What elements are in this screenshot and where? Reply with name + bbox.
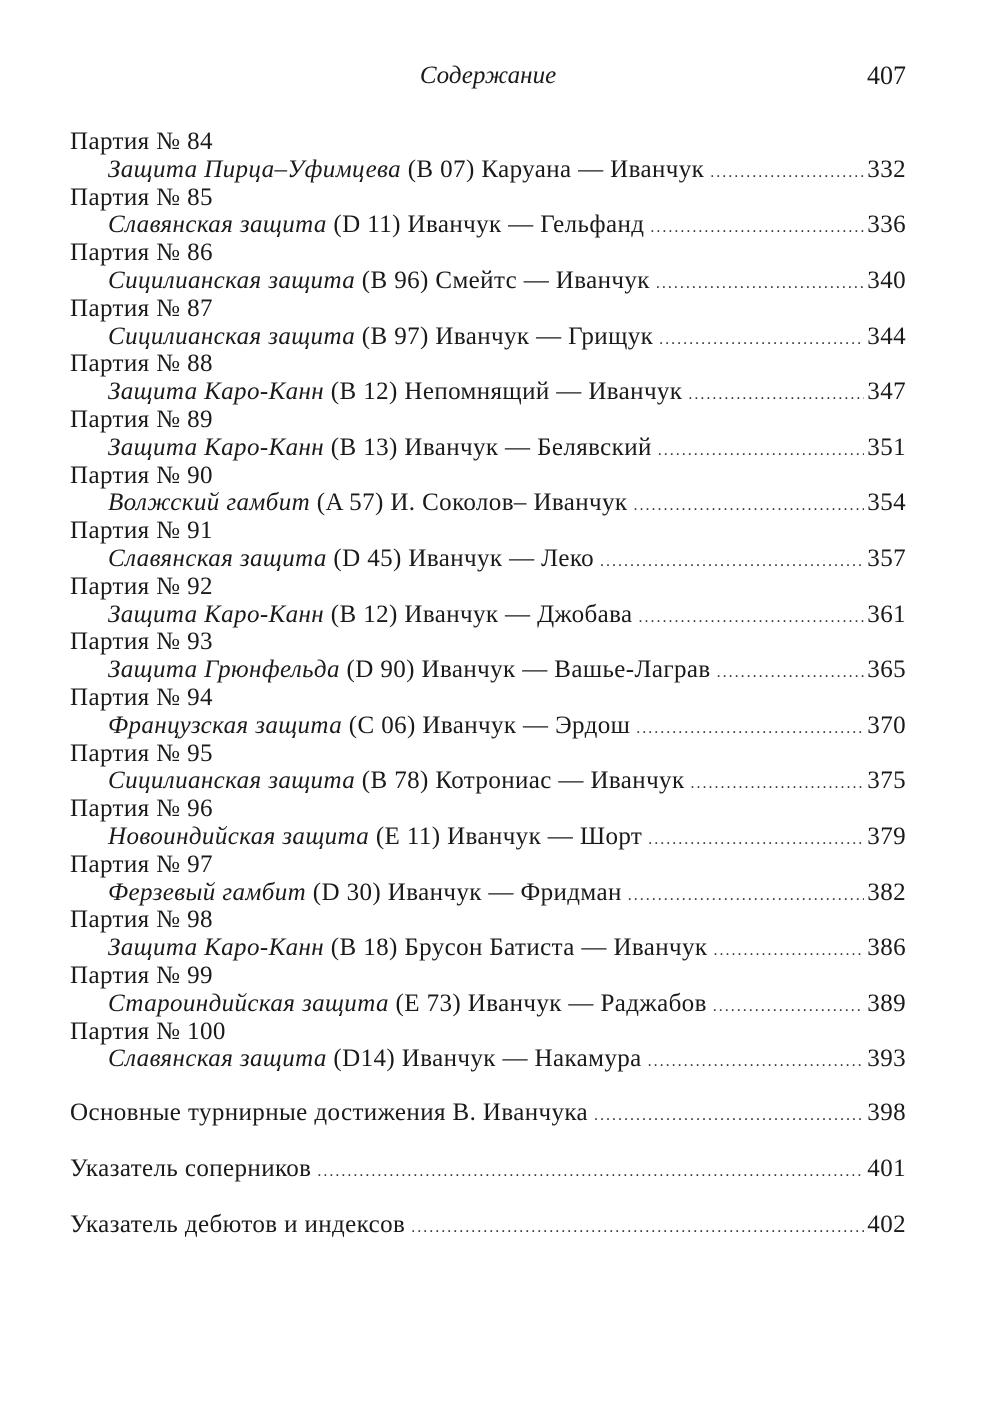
game-details: (D 30) Иванчук — Фридман xyxy=(312,878,622,906)
page-reference: 351 xyxy=(867,433,906,461)
opening-name: Защита Каро-Канн xyxy=(108,934,325,962)
dot-leader xyxy=(713,993,865,1021)
toc-game-entry xyxy=(70,628,906,684)
game-details: (D 11) Иванчук — Гельфанд xyxy=(333,211,645,239)
page-reference: 386 xyxy=(867,934,906,962)
toc-game-entry xyxy=(70,684,906,740)
dot-leader xyxy=(317,1158,864,1186)
game-details: (B 12) Непомнящий — Иванчук xyxy=(330,378,683,406)
game-label: Партия № 100 xyxy=(70,1017,226,1045)
game-label: Партия № 99 xyxy=(70,961,213,989)
section-title: Основные турнирные достижения В. Иванчука xyxy=(70,1099,589,1127)
page-reference: 340 xyxy=(867,266,906,294)
dot-leader xyxy=(710,159,864,187)
opening-name: Волжский гамбит xyxy=(108,489,311,517)
page-reference: 393 xyxy=(867,1045,906,1073)
opening-name: Защита Каро-Канн xyxy=(108,378,325,406)
opening-name: Ферзевый гамбит xyxy=(108,878,307,906)
opening-name: Защита Каро-Канн xyxy=(108,433,325,461)
page-reference: 357 xyxy=(867,544,906,572)
opening-name: Сицилианская защита xyxy=(108,266,356,294)
game-label: Партия № 88 xyxy=(70,350,213,378)
page-reference: 389 xyxy=(867,989,906,1017)
page-reference: 401 xyxy=(867,1154,906,1182)
page-header xyxy=(70,58,906,94)
toc-entry-line[interactable] xyxy=(70,489,906,517)
opening-name: Славянская защита xyxy=(108,544,327,572)
dot-leader xyxy=(633,492,864,520)
toc-entry-line[interactable] xyxy=(70,712,906,740)
toc-game-entry xyxy=(70,184,906,240)
toc-section-entry[interactable] xyxy=(70,1099,906,1127)
page-reference: 375 xyxy=(867,767,906,795)
dot-leader xyxy=(688,381,864,409)
toc-entry-line[interactable] xyxy=(70,823,906,851)
toc-entry-line[interactable] xyxy=(70,879,906,907)
toc-game-entry xyxy=(70,517,906,573)
game-label: Партия № 93 xyxy=(70,628,213,656)
page-reference: 365 xyxy=(867,656,906,684)
toc-entry-line[interactable] xyxy=(70,323,906,351)
dot-leader xyxy=(656,270,864,298)
opening-name: Новоиндийская защита xyxy=(108,822,370,850)
opening-name: Славянская защита xyxy=(108,1045,327,1073)
dot-leader xyxy=(650,214,864,242)
game-label: Партия № 98 xyxy=(70,906,213,934)
dot-leader xyxy=(594,1102,864,1130)
dot-leader xyxy=(659,326,864,354)
toc-game-entry xyxy=(70,462,906,518)
dot-leader xyxy=(411,1214,864,1242)
toc-entry-line[interactable] xyxy=(70,378,906,406)
opening-name: Французская защита xyxy=(108,711,343,739)
game-details: (B 07) Каруана — Иванчук xyxy=(407,155,705,183)
section-title: Указатель дебютов и индексов xyxy=(70,1210,406,1238)
game-details: (B 97) Иванчук — Грищук xyxy=(361,322,654,350)
dot-leader xyxy=(713,937,864,965)
dot-leader xyxy=(648,826,864,854)
game-details: (B 96) Смейтс — Иванчук xyxy=(361,266,650,294)
game-details: (B 78) Котрониас — Иванчук xyxy=(361,767,685,795)
dot-leader xyxy=(691,770,865,798)
toc-game-entry xyxy=(70,239,906,295)
opening-name: Сицилианская защита xyxy=(108,322,356,350)
section-title: Указатель соперников xyxy=(70,1154,312,1182)
dot-leader xyxy=(628,882,865,910)
toc-entry-line[interactable] xyxy=(70,545,906,573)
game-details: (D 90) Иванчук — Вашье-Лаграв xyxy=(346,656,711,684)
page-reference: 402 xyxy=(867,1210,906,1238)
game-details: (B 12) Иванчук — Джобава xyxy=(330,600,633,628)
toc-entry-line[interactable] xyxy=(70,934,906,962)
game-label: Партия № 84 xyxy=(70,128,213,155)
opening-name: Славянская защита xyxy=(108,211,327,239)
game-details: (B 18) Брусон Батиста — Иванчук xyxy=(330,934,708,962)
toc-game-entry xyxy=(70,906,906,962)
toc-entry-line[interactable] xyxy=(70,434,906,462)
dot-leader xyxy=(658,437,865,465)
game-details: (A 57) И. Соколов– Иванчук xyxy=(316,489,628,517)
game-label: Партия № 89 xyxy=(70,405,213,433)
toc-section-entry[interactable] xyxy=(70,1211,906,1239)
game-label: Партия № 97 xyxy=(70,850,213,878)
game-label: Партия № 94 xyxy=(70,683,213,711)
page-reference: 332 xyxy=(867,155,906,183)
running-title: Содержание xyxy=(419,62,557,89)
page-reference: 382 xyxy=(867,878,906,906)
game-label: Партия № 92 xyxy=(70,572,213,600)
game-label: Партия № 96 xyxy=(70,795,213,823)
toc-entry-line[interactable] xyxy=(70,1045,906,1073)
toc-entry-line[interactable] xyxy=(70,601,906,629)
opening-name: Защита Грюнфельда xyxy=(108,656,340,684)
game-details: (B 13) Иванчук — Белявский xyxy=(330,433,652,461)
toc-entry-line[interactable] xyxy=(70,211,906,239)
page-number: 407 xyxy=(867,61,906,90)
toc-game-entry xyxy=(70,962,906,1018)
toc-game-entry xyxy=(70,295,906,351)
dot-leader xyxy=(600,548,864,576)
opening-name: Защита Пирца–Уфимцева xyxy=(108,155,402,183)
opening-name: Староиндийская защита xyxy=(108,989,389,1017)
game-label: Партия № 90 xyxy=(70,461,213,489)
dot-leader xyxy=(639,604,865,632)
dot-leader xyxy=(717,659,865,687)
toc-game-entry xyxy=(70,573,906,629)
game-details: (D14) Иванчук — Накамура xyxy=(333,1045,642,1073)
toc-entry-line[interactable] xyxy=(70,990,906,1018)
page-reference: 361 xyxy=(867,600,906,628)
game-label: Партия № 86 xyxy=(70,239,213,267)
table-of-contents xyxy=(70,128,906,1238)
game-label: Партия № 87 xyxy=(70,294,213,322)
page-reference: 370 xyxy=(867,711,906,739)
opening-name: Защита Каро-Канн xyxy=(108,600,325,628)
dot-leader xyxy=(636,715,864,743)
toc-section-entry[interactable] xyxy=(70,1155,906,1183)
game-details: (C 06) Иванчук — Эрдош xyxy=(348,711,631,739)
game-details: (E 73) Иванчук — Раджабов xyxy=(395,989,707,1017)
game-details: (D 45) Иванчук — Леко xyxy=(333,544,595,572)
toc-game-entry xyxy=(70,406,906,462)
page-reference: 354 xyxy=(867,489,906,517)
page-reference: 336 xyxy=(867,211,906,239)
toc-entry-line[interactable] xyxy=(70,767,906,795)
toc-game-entry xyxy=(70,795,906,851)
toc-game-entry xyxy=(70,740,906,796)
game-label: Партия № 85 xyxy=(70,183,213,211)
page-reference: 379 xyxy=(867,822,906,850)
toc-entry-line[interactable] xyxy=(70,656,906,684)
toc-game-entry xyxy=(70,128,906,184)
dot-leader xyxy=(648,1048,865,1076)
page-reference: 344 xyxy=(867,322,906,350)
opening-name: Сицилианская защита xyxy=(108,767,356,795)
page-reference: 347 xyxy=(867,378,906,406)
page-reference: 398 xyxy=(867,1099,906,1127)
game-details: (E 11) Иванчук — Шорт xyxy=(375,822,643,850)
game-label: Партия № 91 xyxy=(70,517,213,545)
game-label: Партия № 95 xyxy=(70,739,213,767)
toc-game-entry xyxy=(70,851,906,907)
toc-game-entry xyxy=(70,350,906,406)
toc-entry-line[interactable] xyxy=(70,267,906,295)
toc-game-entry xyxy=(70,1018,906,1074)
toc-entry-line[interactable] xyxy=(70,156,906,184)
